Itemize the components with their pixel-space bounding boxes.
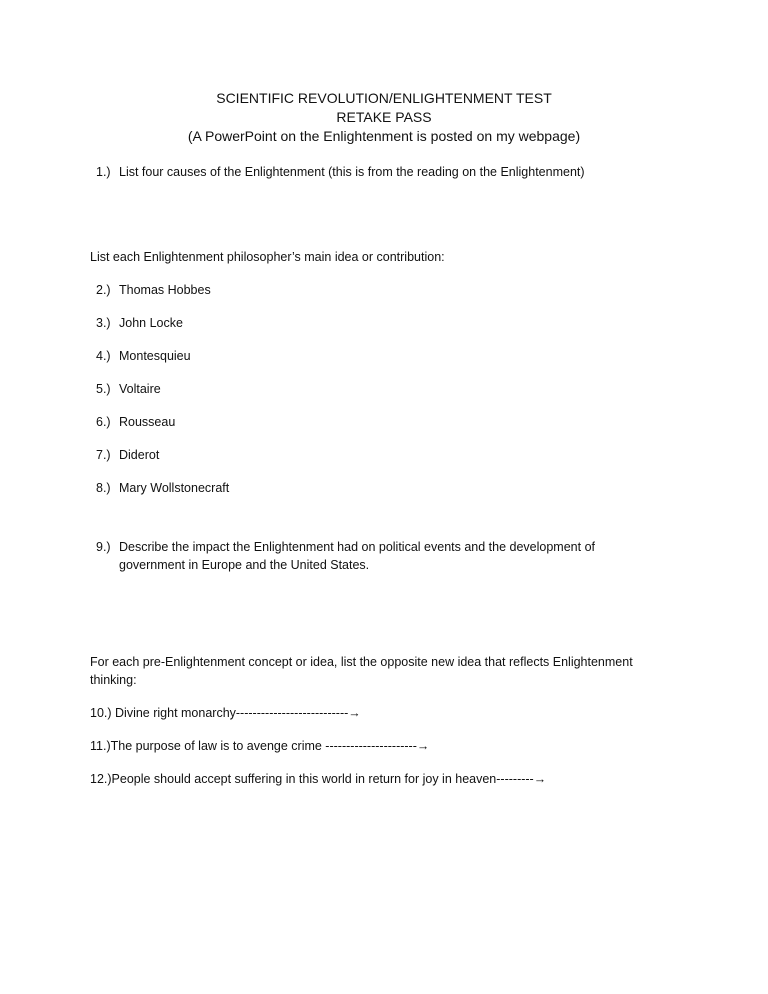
question-number: 8.) bbox=[96, 481, 111, 495]
question-text-line-2: government in Europe and the United States. bbox=[119, 558, 370, 572]
section-heading-concepts-line-2: thinking: bbox=[90, 673, 137, 687]
question-number: 2.) bbox=[96, 283, 111, 297]
question-text: John Locke bbox=[119, 316, 183, 330]
question-number: 1.) bbox=[96, 165, 111, 179]
question-number: 5.) bbox=[96, 382, 111, 396]
question-text-line-1: Describe the impact the Enlightenment had on political events and the development of bbox=[119, 540, 595, 554]
question-number: 6.) bbox=[96, 415, 111, 429]
question-text: Thomas Hobbes bbox=[119, 283, 211, 297]
question-number: 3.) bbox=[96, 316, 111, 330]
question-text: List four causes of the Enlightenment (this is from the reading on the Enlightenment) bbox=[119, 165, 585, 179]
question-text: Voltaire bbox=[119, 382, 161, 396]
question-12: 12.)People should accept suffering in this world in return for joy in heaven---------→ bbox=[90, 772, 547, 786]
question-number: 7.) bbox=[96, 448, 111, 462]
document-note: (A PowerPoint on the Enlightenment is posted on my webpage) bbox=[187, 128, 581, 144]
document-subtitle: RETAKE PASS bbox=[336, 109, 432, 125]
question-10: 10.) Divine right monarchy---------------------------→ bbox=[90, 706, 361, 720]
document-title: SCIENTIFIC REVOLUTION/ENLIGHTENMENT TEST bbox=[216, 90, 552, 106]
question-text: Diderot bbox=[119, 448, 160, 462]
question-text: Mary Wollstonecraft bbox=[119, 481, 230, 495]
question-text: Rousseau bbox=[119, 415, 176, 429]
question-number: 4.) bbox=[96, 349, 111, 363]
question-11: 11.)The purpose of law is to avenge crime ----------------------→ bbox=[90, 739, 430, 753]
question-text: Montesquieu bbox=[119, 349, 191, 363]
question-9 bbox=[0, 539, 768, 579]
question-number: 9.) bbox=[96, 540, 111, 554]
section-heading-philosophers: List each Enlightenment philosopher’s main idea or contribution: bbox=[90, 250, 445, 264]
section-heading-concepts-line-1: For each pre-Enlightenment concept or idea, list the opposite new idea that reflects Enlightenment bbox=[90, 655, 633, 669]
